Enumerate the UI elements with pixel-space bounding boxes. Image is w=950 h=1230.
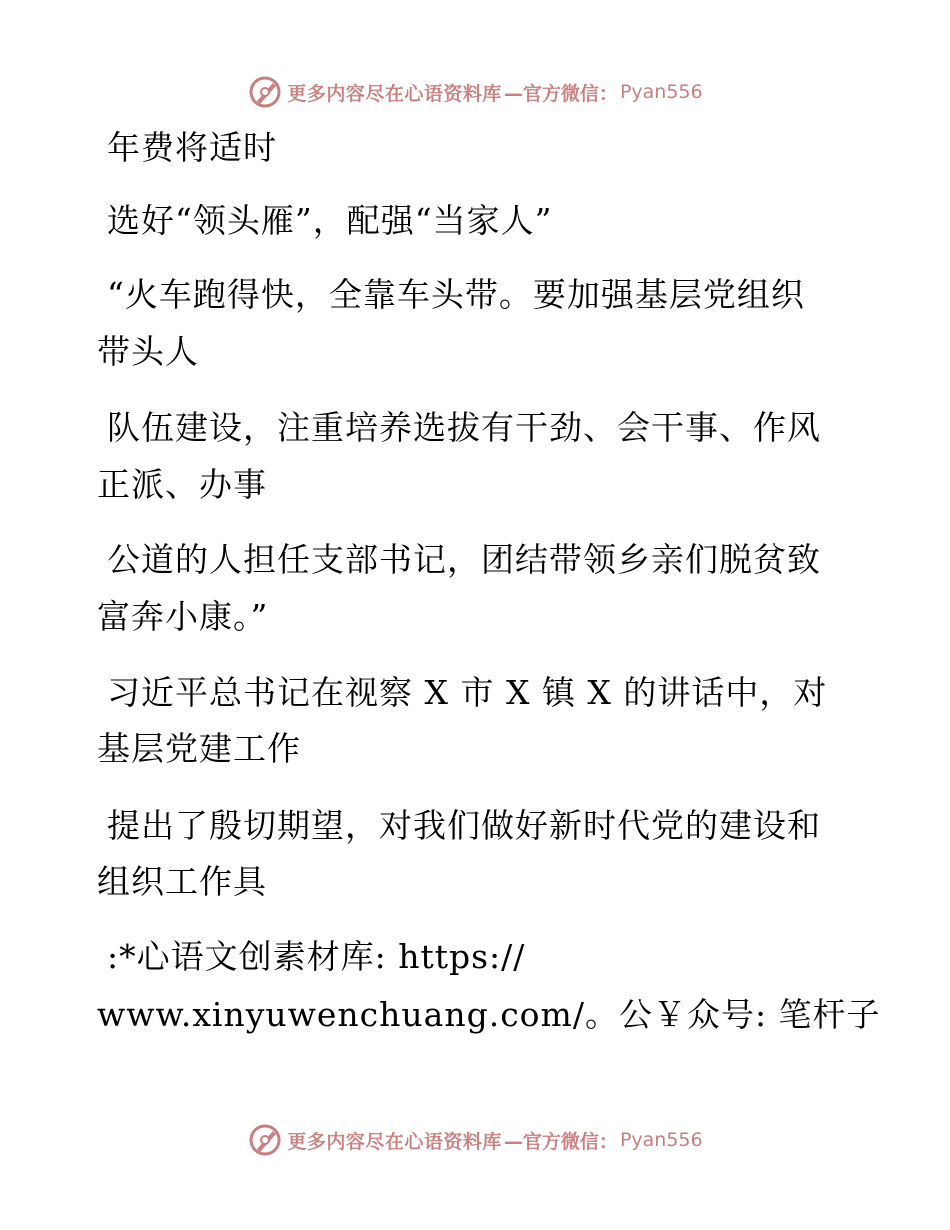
text-line: 提出了殷切期望，对我们做好新时代党的建设和 <box>107 806 821 845</box>
banner-main-text: 更多内容尽在心语资料库 <box>287 82 502 105</box>
footer-watermark-banner <box>0 1118 950 1162</box>
text-line: 公道的人担任支部书记，团结带领乡亲们脱贫致 <box>107 540 821 579</box>
text-line: 选好“领头雁”，配强“当家人” <box>107 201 553 240</box>
text-line: 年费将适时 <box>107 128 277 167</box>
text-line: 组织工作具 <box>97 862 267 901</box>
banner-id-text: Pyan556 <box>619 1129 703 1151</box>
text-line: 带头人 <box>97 332 199 371</box>
text-line: “火车跑得快，全靠车头带。要加强基层党组织 <box>107 275 805 314</box>
text-line: www.xinyuwenchuang.com/。公￥众号: 笔杆子 <box>97 995 881 1034</box>
pen-logo-icon <box>247 74 283 110</box>
banner-dash-text: —官方微信： <box>503 82 618 105</box>
pen-logo-icon <box>247 1122 283 1158</box>
text-line: 富奔小康。” <box>97 597 269 636</box>
banner-main-text: 更多内容尽在心语资料库 <box>287 1130 502 1153</box>
banner-dash-text: —官方微信： <box>503 1130 618 1153</box>
text-line: 基层党建工作 <box>97 729 301 768</box>
text-line: :*心语文创素材库: https:// <box>107 937 526 976</box>
text-line: 习近平总书记在视察 X 市 X 镇 X 的讲话中，对 <box>107 673 828 712</box>
text-line: 正派、办事 <box>97 465 267 504</box>
text-line: 队伍建设，注重培养选拔有干劲、会干事、作风 <box>107 408 821 447</box>
header-watermark-banner <box>0 70 950 114</box>
banner-id-text: Pyan556 <box>619 81 703 103</box>
